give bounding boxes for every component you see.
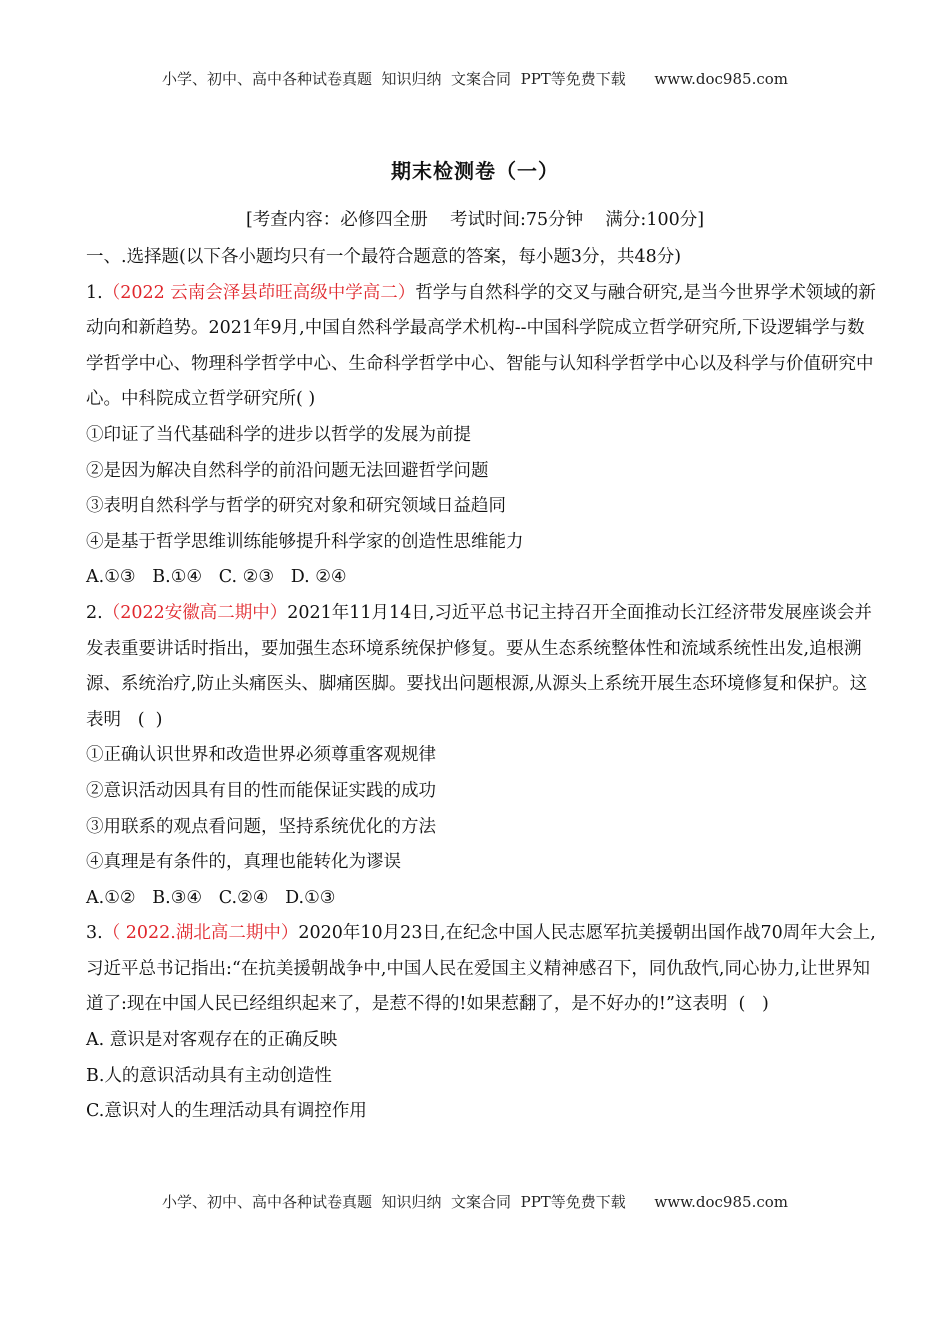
question-source: （2022安徽高二期中）	[102, 602, 288, 623]
answer-choices: A.①③ B.①④ C. ②③ D. ②④	[86, 567, 347, 588]
option-a: A. 意识是对客观存在的正确反映	[86, 1030, 338, 1051]
question-source: （2022 云南会泽县茚旺高级中学高二）	[102, 282, 416, 303]
question-2	[86, 596, 876, 916]
option-4: ④真理是有条件的，真理也能转化为谬误	[86, 852, 401, 873]
option-2: ②意识活动因具有目的性而能保证实践的成功	[86, 780, 436, 801]
option-3: ③表明自然科学与哲学的研究对象和研究领域日益趋同	[86, 496, 506, 517]
section-heading: 一、.选择题(以下各小题均只有一个最符合题意的答案，每小题3分，共48分)	[86, 247, 682, 267]
question-text: 哲学与自然科学的交叉与融合研究,是当今世界学术领域的新动向和新趋势。2021年9月,中国自然科学最高学术机构--中国科学院成立哲学研究所,下设逻辑学与数学哲学中心、物理科学哲学中心、生命科学哲学中心、智能与认知科学哲学中心以及科学与价值研究中心。中科院成立哲学研究所( )	[86, 282, 876, 410]
page-title: 期末检测卷（一）	[391, 159, 559, 183]
answer-choices: A.①② B.③④ C.②④ D.①③	[86, 887, 336, 908]
question-source: （ 2022.湖北高二期中）	[102, 923, 299, 944]
exam-content	[86, 240, 876, 1130]
option-4: ④是基于哲学思维训练能够提升科学家的创造性思维能力	[86, 531, 524, 552]
exam-info: [考查内容：必修四全册 考试时间:75分钟 满分:100分]	[245, 210, 705, 230]
question-stem	[86, 916, 876, 1023]
page-header: 小学、初中、高中各种试卷真题 知识归纳 文案合同 PPT等免费下载 www.doc985.com	[161, 70, 788, 88]
question-3	[86, 916, 876, 1130]
question-stem	[86, 596, 876, 738]
option-b: B.人的意识活动具有主动创造性	[86, 1065, 332, 1086]
question-number: 2.	[86, 602, 103, 623]
question-number: 3.	[86, 923, 103, 944]
question-1	[86, 276, 876, 596]
option-c: C.意识对人的生理活动具有调控作用	[86, 1101, 367, 1122]
question-text: 2020年10月23日,在纪念中国人民志愿军抗美援朝出国作战70周年大会上,习近平总书记指出:“在抗美援朝战争中,中国人民在爱国主义精神感召下，同仇敌忾,同心协力,让世界知道了:现在中国人民已经组织起来了，是惹不得的!如果惹翻了，是不好办的!”这表明 ( )	[86, 923, 876, 1015]
question-stem	[86, 276, 876, 418]
option-1: ①正确认识世界和改造世界必须尊重客观规律	[86, 745, 436, 766]
option-2: ②是因为解决自然科学的前沿问题无法回避哲学问题	[86, 460, 489, 481]
page-footer: 小学、初中、高中各种试卷真题 知识归纳 文案合同 PPT等免费下载 www.doc985.com	[161, 1193, 788, 1211]
option-1: ①印证了当代基础科学的进步以哲学的发展为前提	[86, 424, 471, 445]
question-number: 1.	[86, 282, 103, 303]
option-3: ③用联系的观点看问题，坚持系统优化的方法	[86, 816, 436, 837]
question-text: 2021年11月14日,习近平总书记主持召开全面推动长江经济带发展座谈会并发表重要讲话时指出，要加强生态环境系统保护修复。要从生态系统整体性和流域系统性出发,追根溯源、系统治疗,防止头痛医头、脚痛医脚。要找出问题根源,从源头上系统开展生态环境修复和保护。这表明 ( )	[86, 602, 872, 730]
